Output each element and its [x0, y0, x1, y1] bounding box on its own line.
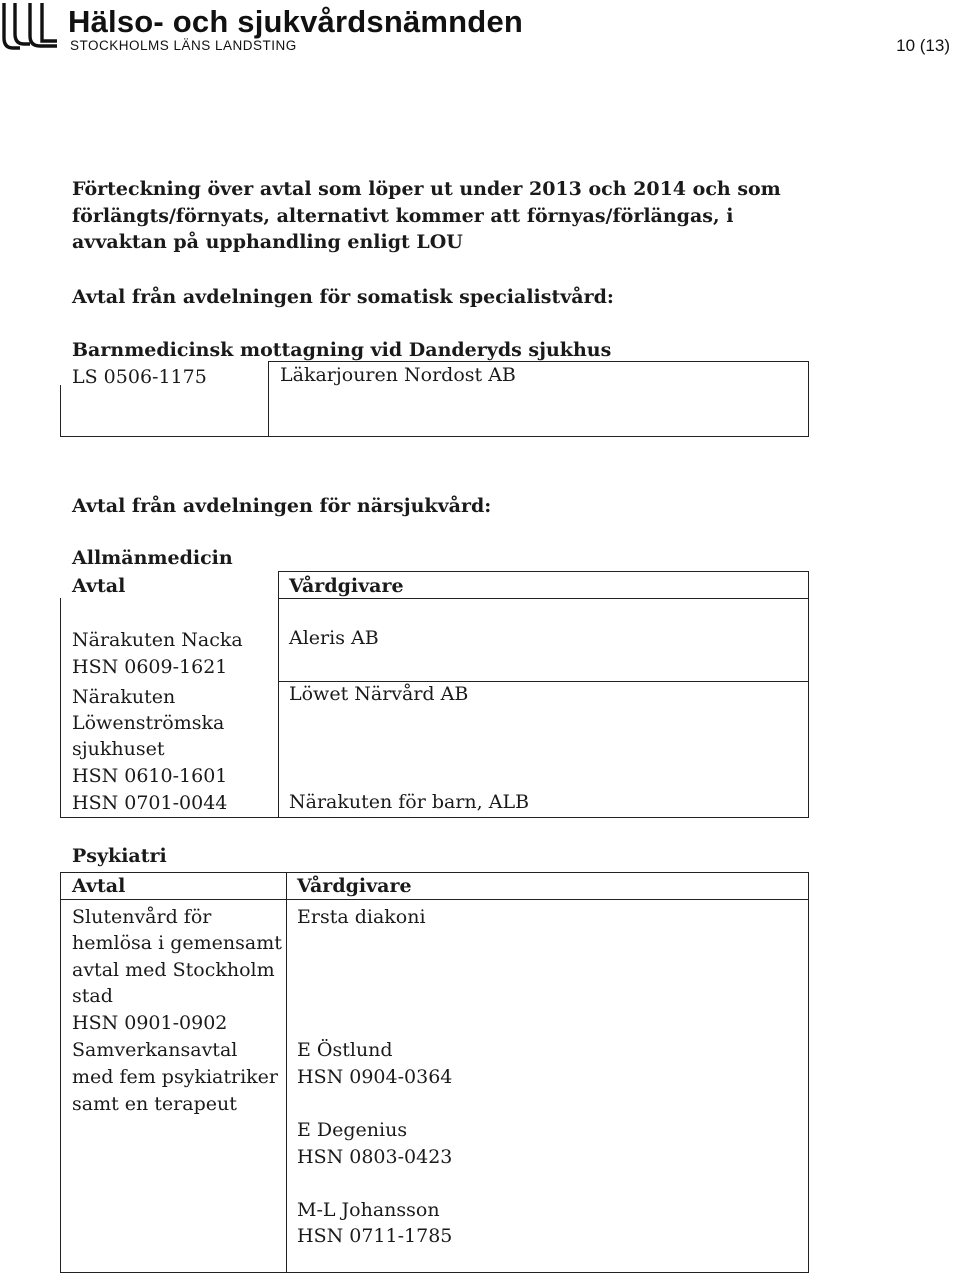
contract-number: LS 0506-1175 — [72, 366, 207, 388]
provider-name: Aleris AB — [289, 627, 379, 649]
contract-line: HSN 0610-1601 — [72, 765, 228, 787]
subheading-allmanmedicin: Allmänmedicin — [72, 547, 233, 569]
column-header-contract: Avtal — [72, 575, 126, 597]
intro-line: avvaktan på upphandling enligt LOU — [72, 231, 463, 253]
provider-line: HSN 0904-0364 — [297, 1066, 453, 1088]
provider-line: E Degenius — [297, 1119, 408, 1141]
column-header-contract: Avtal — [72, 875, 126, 897]
section-heading-somatic: Avtal från avdelningen för somatisk specialistvård: — [72, 286, 614, 308]
subheading-barnmedicin: Barnmedicinsk mottagning vid Danderyds sjukhus — [72, 339, 612, 361]
column-header-provider: Vårdgivare — [289, 575, 404, 597]
provider-line: HSN 0711-1785 — [297, 1225, 453, 1247]
contract-line: Löwenströmska — [72, 712, 225, 734]
contract-line: avtal med Stockholm — [72, 959, 275, 981]
contract-line: med fem psykiatriker — [72, 1066, 278, 1088]
intro-line: förlängts/förnyats, alternativt kommer att förnyas/förlängas, i — [72, 205, 734, 227]
provider-line: HSN 0803-0423 — [297, 1146, 453, 1168]
section-heading-narsjukvard: Avtal från avdelningen för närsjukvård: — [72, 495, 492, 517]
contract-line: stad — [72, 985, 113, 1007]
provider-name: Löwet Närvård AB — [289, 683, 469, 705]
contract-line: hemlösa i gemensamt — [72, 932, 282, 954]
contract-line: Närakuten Nacka — [72, 629, 243, 651]
column-header-provider: Vårdgivare — [297, 875, 412, 897]
contract-line: HSN 0609-1621 — [72, 656, 228, 678]
contract-line: Slutenvård för — [72, 906, 212, 928]
contract-line: HSN 0901-0902 — [72, 1012, 228, 1034]
provider-name: Läkarjouren Nordost AB — [280, 364, 516, 386]
contract-line: Närakuten — [72, 686, 176, 708]
intro-line: Förteckning över avtal som löper ut under 2013 och 2014 och som — [72, 178, 781, 200]
provider-line: Ersta diakoni — [297, 906, 426, 928]
organization-subtitle: STOCKHOLMS LÄNS LANDSTING — [70, 38, 297, 53]
provider-line: M-L Johansson — [297, 1199, 440, 1221]
organization-name: Hälso- och sjukvårdsnämnden — [68, 4, 524, 39]
landsting-logo-icon — [0, 0, 62, 52]
contract-line: samt en terapeut — [72, 1093, 237, 1115]
contract-line: sjukhuset — [72, 738, 165, 760]
subheading-psykiatri: Psykiatri — [72, 845, 167, 867]
provider-name: Närakuten för barn, ALB — [289, 791, 530, 813]
provider-line: E Östlund — [297, 1039, 393, 1061]
page-number: 10 (13) — [896, 36, 950, 55]
contract-line: HSN 0701-0044 — [72, 792, 228, 814]
contract-line: Samverkansavtal — [72, 1039, 238, 1061]
